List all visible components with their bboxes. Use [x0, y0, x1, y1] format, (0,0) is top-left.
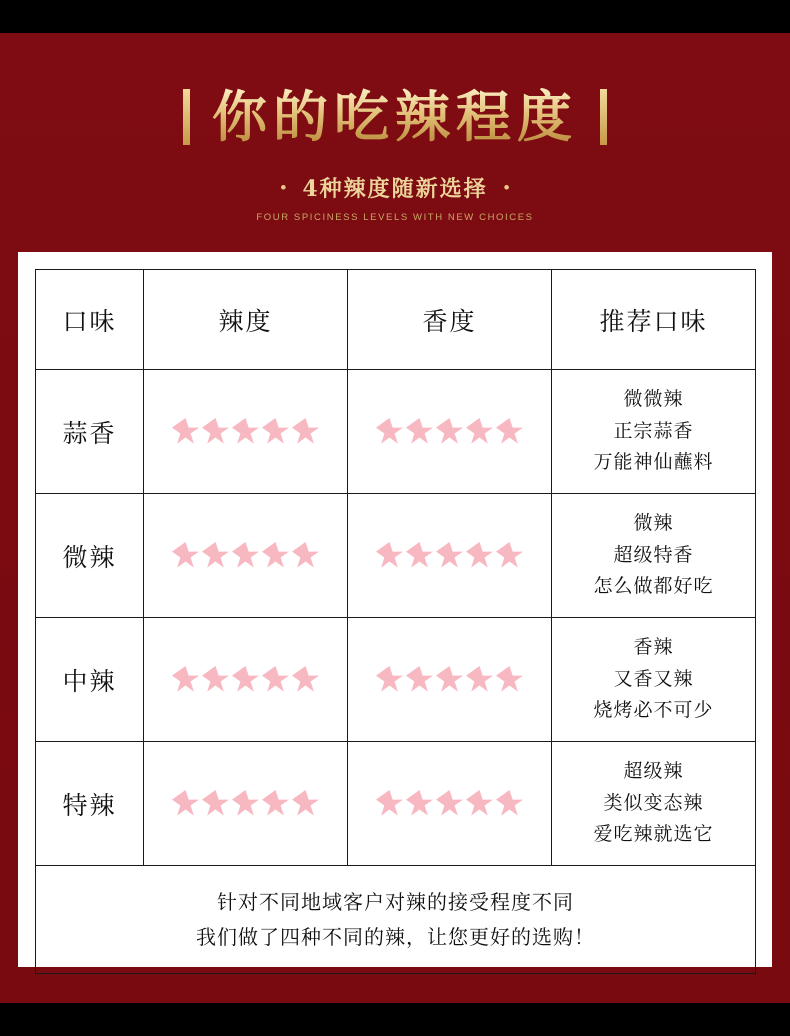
- star-icon: [232, 790, 259, 817]
- header-recommend: 推荐口味: [552, 270, 756, 370]
- cell-recommend: [552, 494, 756, 618]
- subtitle-english: FOUR SPICINESS LEVELS WITH NEW CHOICES: [256, 211, 534, 223]
- star-icon: [376, 542, 403, 569]
- star-icon: [436, 666, 463, 693]
- cell-flavor: 特辣: [36, 742, 144, 866]
- table-header-row: [36, 270, 756, 370]
- footer-line: 针对不同地域客户对辣的接受程度不同: [217, 889, 574, 914]
- recommend-line: 超级特香: [613, 543, 694, 566]
- star-icon: [232, 542, 259, 569]
- star-icon: [172, 790, 199, 817]
- star-icon: [262, 542, 289, 569]
- table-row: [36, 494, 756, 618]
- table-footer-row: [36, 866, 756, 974]
- recommend-line: 万能神仙蘸料: [593, 451, 714, 474]
- star-icon: [496, 790, 523, 817]
- star-icon: [466, 790, 493, 817]
- star-icon: [436, 418, 463, 445]
- star-rating: [349, 666, 550, 693]
- title-row: [0, 33, 790, 149]
- cell-spiciness-rating: [144, 742, 348, 866]
- star-icon: [202, 666, 229, 693]
- star-icon: [466, 418, 493, 445]
- recommend-line: 爱吃辣就选它: [593, 823, 714, 846]
- star-icon: [202, 418, 229, 445]
- recommend-line: 类似变态辣: [603, 791, 704, 814]
- title-bar-right-icon: [600, 89, 607, 145]
- subtitle: 4种辣度随新选择: [302, 175, 488, 202]
- header: [0, 33, 790, 223]
- star-icon: [376, 418, 403, 445]
- spiciness-table-container: [18, 252, 772, 967]
- recommend-line: 微微辣: [623, 388, 684, 411]
- footer-line: 我们做了四种不同的辣，让您更好的选购！: [196, 924, 595, 949]
- star-rating: [145, 666, 346, 693]
- cell-flavor: 蒜香: [36, 370, 144, 494]
- star-icon: [406, 418, 433, 445]
- cell-recommend: [552, 618, 756, 742]
- table-row: [36, 370, 756, 494]
- star-icon: [466, 542, 493, 569]
- table-row: [36, 742, 756, 866]
- star-icon: [406, 666, 433, 693]
- star-icon: [232, 666, 259, 693]
- header-spiciness: 辣度: [144, 270, 348, 370]
- star-icon: [496, 418, 523, 445]
- cell-aroma-rating: [348, 370, 552, 494]
- table-header: [36, 270, 756, 370]
- star-icon: [376, 666, 403, 693]
- star-icon: [466, 666, 493, 693]
- cell-flavor: 微辣: [36, 494, 144, 618]
- star-icon: [202, 542, 229, 569]
- cell-spiciness-rating: [144, 494, 348, 618]
- cell-aroma-rating: [348, 742, 552, 866]
- cell-aroma-rating: [348, 494, 552, 618]
- star-icon: [172, 542, 199, 569]
- recommend-line: 又香又辣: [613, 667, 694, 690]
- subtitle-row: [0, 172, 790, 203]
- star-rating: [145, 418, 346, 445]
- cell-spiciness-rating: [144, 618, 348, 742]
- recommend-line: 微辣: [633, 512, 674, 535]
- star-icon: [292, 542, 319, 569]
- title-bar-left-icon: [183, 89, 190, 145]
- table-body: [36, 370, 756, 974]
- star-icon: [496, 542, 523, 569]
- recommend-line: 香辣: [633, 636, 674, 659]
- star-icon: [202, 790, 229, 817]
- star-icon: [172, 666, 199, 693]
- star-icon: [496, 666, 523, 693]
- star-icon: [406, 790, 433, 817]
- cell-aroma-rating: [348, 618, 552, 742]
- header-aroma: 香度: [348, 270, 552, 370]
- star-rating: [349, 418, 550, 445]
- star-rating: [145, 542, 346, 569]
- cell-recommend: [552, 370, 756, 494]
- star-icon: [232, 418, 259, 445]
- star-icon: [292, 418, 319, 445]
- star-rating: [145, 790, 346, 817]
- bullet-left-icon: •: [280, 177, 287, 197]
- bullet-right-icon: •: [503, 177, 510, 197]
- star-icon: [376, 790, 403, 817]
- table-row: [36, 618, 756, 742]
- recommend-line: 正宗蒜香: [613, 419, 694, 442]
- recommend-line: 怎么做都好吃: [593, 575, 714, 598]
- star-icon: [292, 790, 319, 817]
- recommend-line: 超级辣: [623, 760, 684, 783]
- star-icon: [262, 790, 289, 817]
- cell-flavor: 中辣: [36, 618, 144, 742]
- star-rating: [349, 542, 550, 569]
- spiciness-table: [35, 269, 756, 974]
- star-icon: [436, 790, 463, 817]
- cell-recommend: [552, 742, 756, 866]
- footer-note: [36, 866, 756, 974]
- recommend-line: 烧烤必不可少: [593, 699, 714, 722]
- star-icon: [292, 666, 319, 693]
- star-icon: [262, 418, 289, 445]
- header-flavor: 口味: [36, 270, 144, 370]
- star-icon: [262, 666, 289, 693]
- cell-spiciness-rating: [144, 370, 348, 494]
- star-icon: [172, 418, 199, 445]
- page-title: 你的吃辣程度: [211, 84, 578, 149]
- star-icon: [436, 542, 463, 569]
- star-icon: [406, 542, 433, 569]
- star-rating: [349, 790, 550, 817]
